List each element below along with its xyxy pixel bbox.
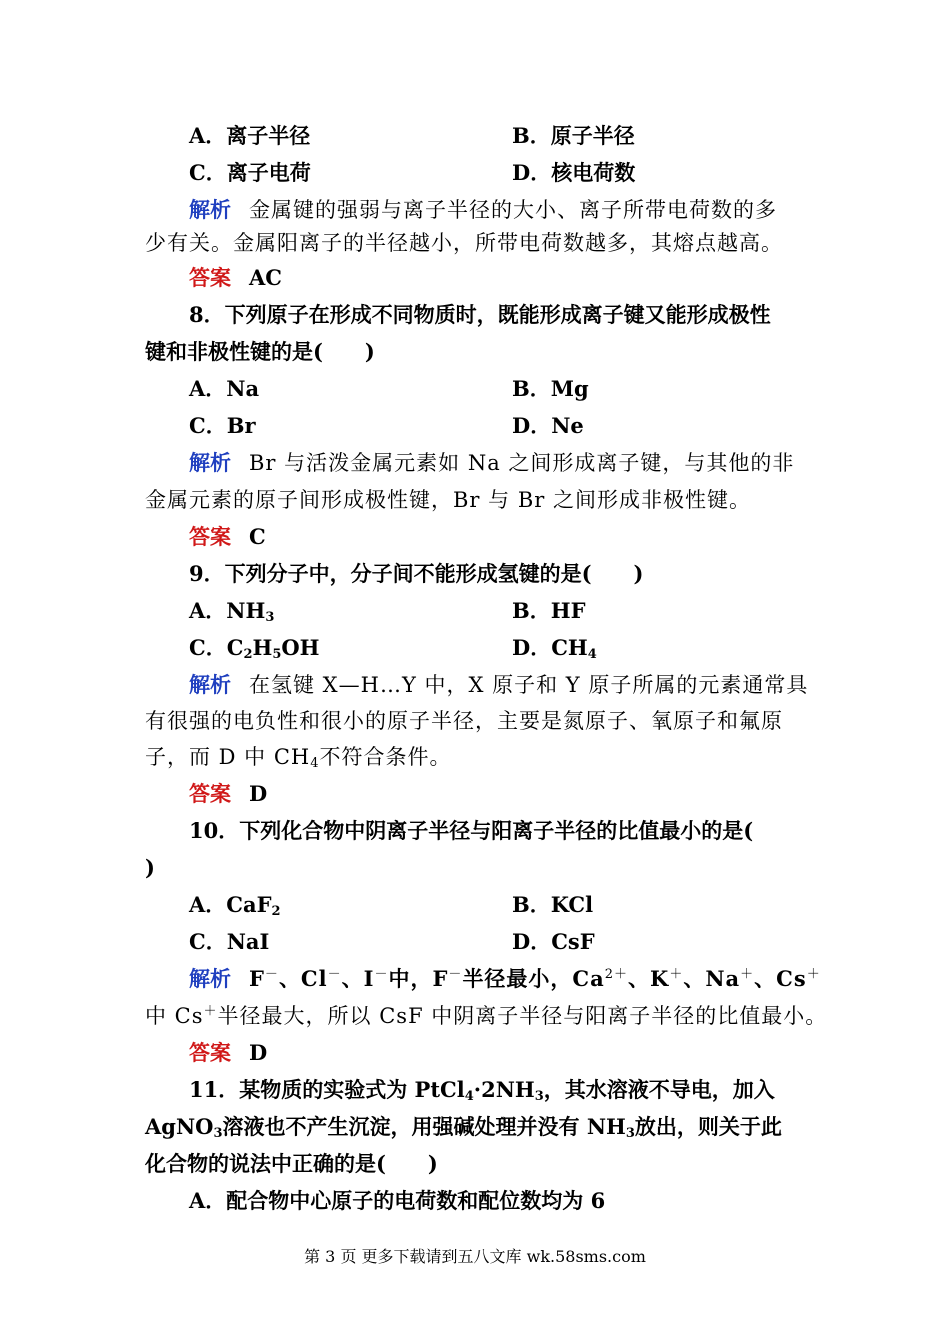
question-text: 放出，则关于此 bbox=[634, 1114, 782, 1139]
answer-value: D bbox=[249, 1040, 268, 1065]
subscript: 4 bbox=[587, 647, 597, 662]
q9-option-c bbox=[189, 634, 320, 662]
q7-answer bbox=[189, 264, 851, 292]
question-text: ，其水溶液不导电，加入 bbox=[543, 1077, 775, 1102]
q10-option-b: B．KCl bbox=[512, 892, 594, 917]
q11-question-line1 bbox=[189, 1076, 851, 1104]
q10-option-a bbox=[189, 891, 281, 919]
q8-option-d: D．Ne bbox=[512, 413, 584, 438]
q9-analysis-line3 bbox=[145, 743, 807, 771]
answer-value: AC bbox=[249, 265, 283, 290]
q8-question-line2: 键和非极性键的是( ) bbox=[145, 339, 375, 364]
analysis-text: 中 Cs bbox=[145, 1004, 204, 1028]
q8-option-b: B．Mg bbox=[512, 376, 589, 401]
analysis-label: 解析 bbox=[189, 966, 231, 991]
answer-value: C bbox=[249, 524, 266, 549]
q9-option-d bbox=[512, 634, 597, 662]
analysis-label: 解析 bbox=[189, 450, 231, 475]
page-footer: 第 3 页 更多下载请到五八文库 wk.58sms.com bbox=[304, 1247, 646, 1266]
q11-question-line2 bbox=[145, 1113, 807, 1141]
question-text: 11．某物质的实验式为 PtCl bbox=[189, 1077, 465, 1102]
q8-answer bbox=[189, 523, 851, 551]
subscript: 2 bbox=[271, 904, 281, 919]
q7-analysis-line2: 少有关。金属阳离子的半径越小，所带电荷数越多，其熔点越高。 bbox=[145, 231, 783, 255]
q9-analysis-line2: 有很强的电负性和很小的原子半径，主要是氮原子、氧原子和氟原 bbox=[145, 709, 783, 733]
q11-option-a: A．配合物中心原子的电荷数和配位数均为 6 bbox=[189, 1188, 606, 1213]
subscript: 3 bbox=[534, 1089, 544, 1104]
q10-option-d: D．CsF bbox=[512, 929, 595, 954]
q8-analysis-line2: 金属元素的原子间形成极性键，Br 与 Br 之间形成非极性键。 bbox=[145, 488, 751, 512]
q11-question-line3: 化合物的说法中正确的是( ) bbox=[145, 1151, 438, 1176]
q9-answer bbox=[189, 780, 851, 808]
q10-analysis-line2 bbox=[145, 1002, 828, 1030]
analysis-text: F－、Cl－、I－中，F－半径最小，$Ca^{2+}$、K＋、Na＋、Cs＋ bbox=[249, 966, 821, 991]
subscript: 3 bbox=[265, 610, 275, 625]
analysis-text: 子，而 D 中 CH bbox=[145, 745, 311, 769]
q7-option-c: C．离子电荷 bbox=[189, 160, 311, 185]
analysis-text: 半径最大，所以 CsF 中阴离子半径与阳离子半径的比值最小。 bbox=[217, 1004, 828, 1028]
analysis-label: 解析 bbox=[189, 672, 231, 697]
q10-question-line2: ) bbox=[145, 855, 155, 880]
q7-option-d: D．核电荷数 bbox=[512, 160, 636, 185]
question-text: AgNO bbox=[145, 1114, 214, 1139]
subscript: 2 bbox=[243, 647, 253, 662]
subscript: 3 bbox=[213, 1126, 223, 1141]
answer-label: 答案 bbox=[189, 1040, 231, 1065]
q7-option-a: A．离子半径 bbox=[189, 123, 311, 148]
option-text: A．CaF bbox=[189, 892, 272, 917]
option-text: OH bbox=[281, 635, 320, 660]
q7-option-b: B．原子半径 bbox=[512, 123, 635, 148]
analysis-text: Br 与活泼金属元素如 Na 之间形成离子键，与其他的非 bbox=[249, 451, 795, 475]
q7-analysis-line1 bbox=[189, 196, 851, 224]
analysis-text: 金属键的强弱与离子半径的大小、离子所带电荷数的多 bbox=[249, 198, 777, 222]
q8-analysis-line1 bbox=[189, 449, 851, 477]
option-text: D．CH bbox=[512, 635, 588, 660]
subscript: 5 bbox=[272, 647, 282, 662]
analysis-label: 解析 bbox=[189, 197, 231, 222]
answer-label: 答案 bbox=[189, 524, 231, 549]
option-text: H bbox=[252, 635, 273, 660]
option-text: A．NH bbox=[189, 598, 266, 623]
superscript: ＋ bbox=[203, 1004, 218, 1019]
answer-label: 答案 bbox=[189, 265, 231, 290]
q9-question: 9．下列分子中，分子间不能形成氢键的是( ) bbox=[189, 561, 644, 586]
q8-option-a: A．Na bbox=[189, 376, 260, 401]
subscript: 4 bbox=[464, 1089, 474, 1104]
q10-analysis-line1 bbox=[189, 965, 851, 993]
answer-value: D bbox=[249, 781, 268, 806]
option-text: C．C bbox=[189, 635, 244, 660]
subscript: 3 bbox=[625, 1126, 635, 1141]
analysis-text: 不符合条件。 bbox=[319, 745, 452, 769]
q10-option-c: C．NaI bbox=[189, 929, 270, 954]
q9-option-a bbox=[189, 597, 274, 625]
answer-label: 答案 bbox=[189, 781, 231, 806]
q9-option-b: B．HF bbox=[512, 598, 586, 623]
subscript: 4 bbox=[310, 756, 320, 771]
q9-analysis-line1 bbox=[189, 671, 851, 699]
q8-option-c: C．Br bbox=[189, 413, 256, 438]
question-text: ·2NH bbox=[473, 1077, 535, 1102]
question-text: 溶液也不产生沉淀，用强碱处理并没有 NH bbox=[222, 1114, 626, 1139]
q8-question-line1: 8．下列原子在形成不同物质时，既能形成离子键又能形成极性 bbox=[189, 302, 771, 327]
q10-question-line1: 10．下列化合物中阴离子半径与阳离子半径的比值最小的是( bbox=[189, 818, 754, 843]
analysis-text: 在氢键 X—H…Y 中，X 原子和 Y 原子所属的元素通常具 bbox=[249, 673, 809, 697]
q10-answer bbox=[189, 1039, 851, 1067]
